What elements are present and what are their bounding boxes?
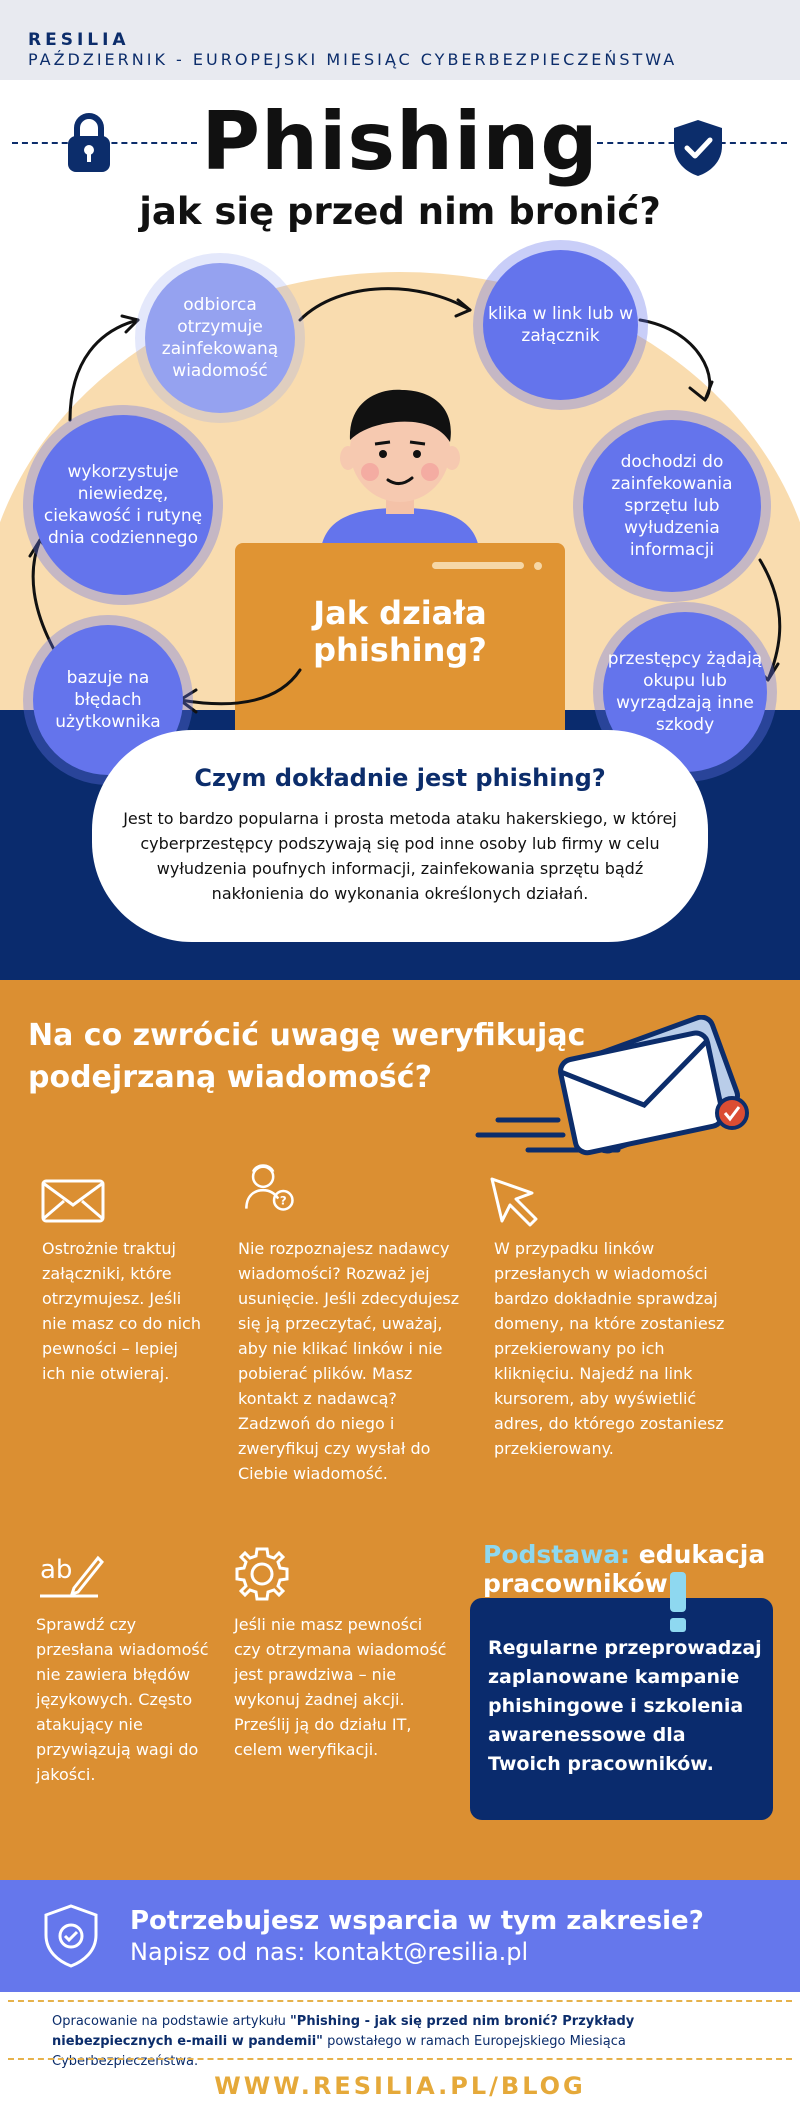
page-subtitle: jak się przed nim bronić? xyxy=(139,190,661,233)
blog-link[interactable]: WWW.RESILIA.PL/BLOG xyxy=(214,2072,586,2100)
campaign-month: PAŹDZIERNIK - EUROPEJSKI MIESIĄC CYBERBEZPIECZEŃSTWA xyxy=(28,50,678,69)
brand-name: RESILIA xyxy=(28,30,130,50)
tip-attachments: Ostrożnie traktuj załączniki, które otrzymujesz. Jeśli nie masz co do nich pewności – lepiej ich nie otwieraj. xyxy=(42,1239,201,1383)
support-title: Potrzebujesz wsparcia w tym zakresie? xyxy=(130,1906,704,1936)
support-contact[interactable]: Napisz od nas: kontakt@resilia.pl xyxy=(130,1938,529,1966)
cycle-step-4: przestępcy żądają okupu lub wyrządzają inne szkody xyxy=(603,612,767,772)
checklist-title: Na co zwrócić uwagę weryfikując podejrzaną wiadomość? xyxy=(28,1018,586,1095)
spelling-pen-icon xyxy=(38,1548,104,1600)
tip-forward-to-it: Jeśli nie masz pewności czy otrzymana wiadomość jest prawdziwa – nie wykonuj żadnej akcji. Prześlij ją do działu IT, celem weryfikacji. xyxy=(234,1615,447,1759)
cycle-step-2: klika w link lub w załącznik xyxy=(483,250,638,400)
shield-check-icon xyxy=(42,1903,100,1969)
svg-text:ab: ab xyxy=(40,1555,73,1585)
cycle-step-6: wykorzystuje niewiedzę, ciekawość i rutynę dnia codziennego xyxy=(33,415,213,595)
divider xyxy=(8,2058,792,2060)
divider xyxy=(8,2000,792,2002)
tip-language-errors: Sprawdź czy przesłana wiadomość nie zawiera błędów językowych. Często atakujący nie przywiązują wagi do jakości. xyxy=(36,1615,209,1784)
source-note xyxy=(52,2012,752,2072)
cycle-step-1: odbiorca otrzymuje zainfekowaną wiadomość xyxy=(145,263,295,413)
envelope-illustration xyxy=(468,1015,768,1160)
definition-title: Czym dokładnie jest phishing? xyxy=(194,764,606,792)
unknown-sender-icon xyxy=(236,1160,302,1212)
education-title-rest: edukacja pracowników xyxy=(483,1540,766,1598)
cursor-icon xyxy=(488,1175,554,1227)
education-title xyxy=(483,1540,783,1598)
gear-icon xyxy=(233,1545,291,1603)
education-body: Regularne przeprowadzaj zaplanowane kampanie phishingowe i szkolenia awarenessowe dla Twoich pracowników. xyxy=(488,1637,762,1775)
tip-links: W przypadku linków przesłanych w wiadomości bardzo dokładnie sprawdzaj domeny, na które zostaniesz przekierowany po ich kliknięciu. Najedź na link kursorem, aby wyświetlić adres, do którego zostaniesz przekierowany. xyxy=(494,1239,725,1458)
cycle-step-3: dochodzi do zainfekowania sprzętu lub wyłudzenia informacji xyxy=(583,420,761,592)
cycle-step-5: bazuje na błędach użytkownika xyxy=(33,625,183,775)
exclamation-icon xyxy=(664,1572,692,1634)
support-band xyxy=(0,1880,800,1992)
envelope-icon xyxy=(40,1175,106,1227)
page-title: Phishing xyxy=(201,95,599,188)
source-note-prefix: Opracowanie na podstawie artykułu xyxy=(52,2014,291,2029)
source-note-suffix: powstałego w ramach Europejskiego Miesiąca Cyberbezpieczeństwa. xyxy=(52,2034,626,2069)
definition-body: Jest to bardzo popularna i prosta metoda ataku hakerskiego, w której cyberprzestępcy podszywają się pod inne osoby lub firmy w celu wyłudzenia poufnych informacji, zainfekowania sprzętu bądź nakłonienia do wykonania określonych działań. xyxy=(123,809,677,903)
education-title-accent: Podstawa: xyxy=(483,1540,631,1569)
svg-text:?: ? xyxy=(279,1193,287,1208)
tip-unknown-sender: Nie rozpoznajesz nadawcy wiadomości? Rozważ jej usunięcie. Jeśli zdecydujesz się ją przeczytać, uważaj, aby nie klikać linków i nie pobierać plików. Masz kontakt z nadawcą? Zadzwoń do niego i zweryfikuj czy wysłał do Ciebie wiadomość. xyxy=(238,1239,460,1483)
cycle-center-label: Jak działa phishing? xyxy=(313,594,487,669)
source-article-title: "Phishing - jak się przed nim bronić? Przykłady niebezpiecznych e-maili w pandemii" xyxy=(52,2014,635,2049)
